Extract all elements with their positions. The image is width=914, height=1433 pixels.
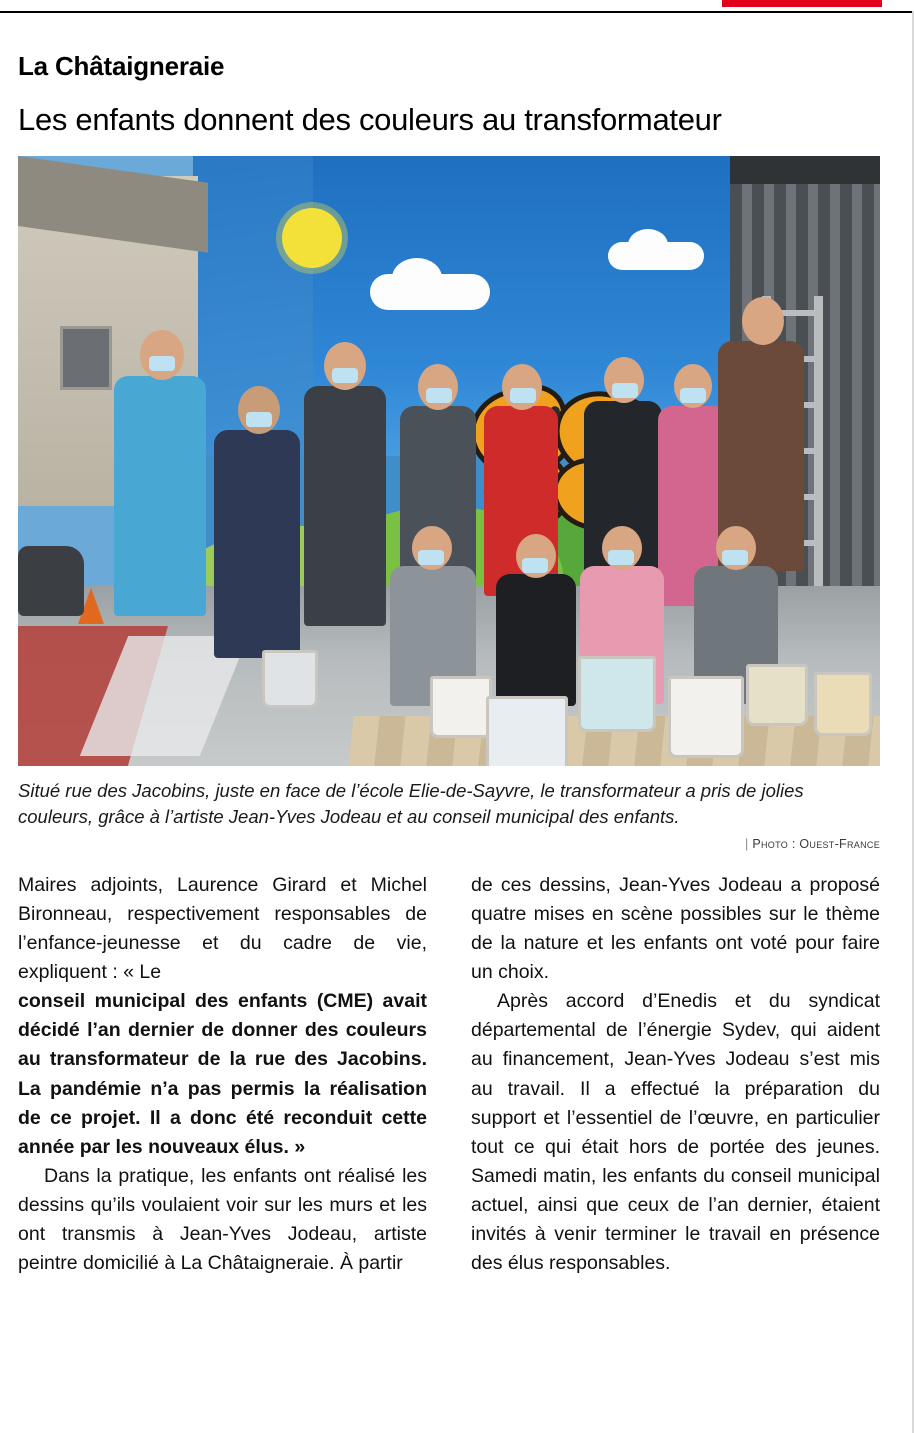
paragraph: Après accord d’Enedis et du syndicat départemental de l’énergie Sydev, qui aident au financement, Jean-Yves Jodeau s’est mis au travail. Il a effectué la préparation du support et l’essentiel de l’œuvre, en particulier tout ce qui était hors de portée des jeunes. Samedi matin, les enfants du conseil municipal actuel, ainsi que ceux de l’an dernier, étaient invités à venir terminer le travail en présence des élus responsables. — [471, 990, 880, 1274]
face-mask — [149, 356, 175, 371]
paint-bucket — [578, 656, 656, 732]
face-mask — [612, 383, 638, 398]
paint-bucket — [814, 672, 872, 736]
person-head — [742, 297, 784, 345]
article-column-right — [471, 871, 880, 1278]
photo-scene — [18, 156, 880, 766]
person-head — [140, 330, 184, 380]
metal-fence-top — [730, 156, 880, 184]
face-mask — [332, 368, 358, 383]
face-mask — [426, 388, 452, 403]
paragraph-quote: conseil municipal des enfants (CME) avait décidé l’an dernier de donner des couleurs au transformateur de la rue des Jacobins. La pandémie n’a pas permis la réalisation de ce projet. Il a donc été reconduit cette année par les nouveaux élus. » — [18, 990, 427, 1158]
face-mask — [510, 388, 536, 403]
paragraph: Maires adjoints, Laurence Girard et Michel Bironneau, respectivement responsables de l’enfance-jeunesse et du cadre de vie, expliquent : « Le — [18, 874, 427, 984]
mural-cloud — [370, 274, 490, 310]
paint-bucket — [486, 696, 568, 766]
person-head — [502, 364, 542, 410]
face-mask — [246, 412, 272, 427]
person-figure — [114, 376, 206, 616]
photo-caption: Situé rue des Jacobins, juste en face de l’école Elie-de-Sayvre, le transformateur a pris de jolies couleurs, grâce à l’artiste Jean-Yves Jodeau et au conseil municipal des enfants. — [18, 779, 804, 827]
person-figure — [304, 386, 386, 626]
face-mask — [418, 550, 444, 565]
mural-cloud — [608, 242, 704, 270]
house-window — [60, 326, 112, 390]
credit-text: Photo : Ouest-France — [752, 837, 880, 852]
paragraph: de ces dessins, Jean-Yves Jodeau a proposé quatre mises en scène possibles sur le thème de la nature et les enfants ont voté pour faire un choix. — [471, 874, 880, 984]
paint-bucket — [262, 650, 318, 708]
mural-sun — [282, 208, 342, 268]
paint-bucket — [430, 676, 492, 738]
person-head — [418, 364, 458, 410]
person-figure — [496, 574, 576, 706]
person-figure — [214, 430, 300, 658]
face-mask — [722, 550, 748, 565]
article-content — [18, 11, 880, 1278]
paragraph: Dans la pratique, les enfants ont réalisé les dessins qu’ils voulaient voir sur les murs et les ont transmis à Jean-Yves Jodeau, artiste peintre domicilié à La Châtaigneraie. À partir — [18, 1164, 427, 1274]
article-photo — [18, 156, 880, 766]
credit-separator: | — [745, 837, 749, 852]
photo-credit — [18, 837, 880, 851]
parked-car — [18, 546, 84, 616]
face-mask — [522, 558, 548, 573]
top-red-marker — [722, 0, 882, 7]
face-mask — [608, 550, 634, 565]
article-kicker: La Châtaigneraie — [18, 51, 225, 81]
article-body — [18, 871, 880, 1278]
face-mask — [680, 388, 706, 403]
article-column-left — [18, 871, 427, 1278]
paint-bucket — [668, 676, 744, 758]
paint-bucket — [746, 664, 808, 726]
article-headline: Les enfants donnent des couleurs au transformateur — [18, 102, 722, 137]
